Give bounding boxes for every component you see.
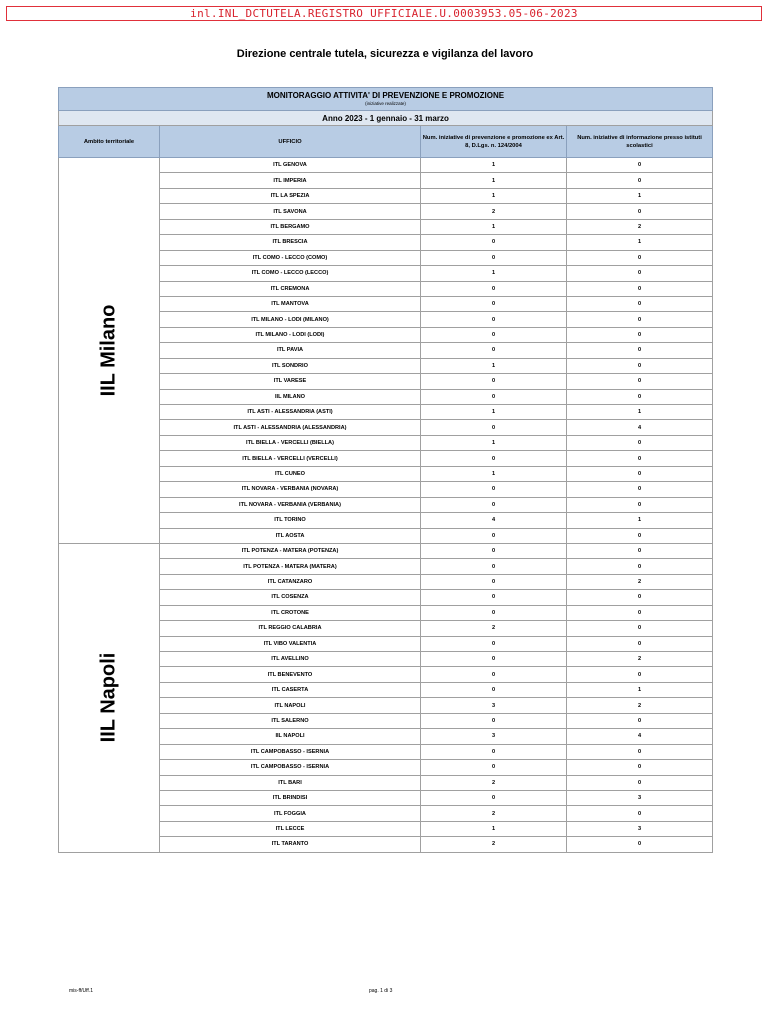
office-cell: ITL LECCE bbox=[160, 821, 421, 836]
prevenzione-count-cell: 0 bbox=[421, 482, 567, 497]
office-cell: ITL BIELLA - VERCELLI (VERCELLI) bbox=[160, 451, 421, 466]
office-cell: ITL SALERNO bbox=[160, 713, 421, 728]
prevenzione-count-cell: 2 bbox=[421, 775, 567, 790]
prevenzione-count-cell: 0 bbox=[421, 296, 567, 311]
scuole-count-cell: 2 bbox=[567, 652, 713, 667]
header-ambito: Ambito territoriale bbox=[59, 126, 160, 158]
scuole-count-cell: 0 bbox=[567, 528, 713, 543]
office-cell: ITL NOVARA - VERBANIA (VERBANIA) bbox=[160, 497, 421, 512]
scuole-count-cell: 0 bbox=[567, 806, 713, 821]
office-cell: ITL NOVARA - VERBANIA (NOVARA) bbox=[160, 482, 421, 497]
prevenzione-count-cell: 1 bbox=[421, 266, 567, 281]
prevenzione-count-cell: 0 bbox=[421, 281, 567, 296]
scuole-count-cell: 0 bbox=[567, 435, 713, 450]
prevenzione-count-cell: 0 bbox=[421, 543, 567, 558]
prevenzione-count-cell: 1 bbox=[421, 435, 567, 450]
prevenzione-count-cell: 0 bbox=[421, 682, 567, 697]
prevenzione-count-cell: 1 bbox=[421, 466, 567, 481]
scuole-count-cell: 0 bbox=[567, 451, 713, 466]
office-cell: ITL BIELLA - VERCELLI (BIELLA) bbox=[160, 435, 421, 450]
scuole-count-cell: 0 bbox=[567, 713, 713, 728]
page-heading: Direzione centrale tutela, sicurezza e vigilanza del lavoro bbox=[236, 48, 534, 60]
office-cell: ITL BARI bbox=[160, 775, 421, 790]
office-cell: ITL POTENZA - MATERA (POTENZA) bbox=[160, 543, 421, 558]
office-cell: ITL MANTOVA bbox=[160, 296, 421, 311]
prevenzione-count-cell: 1 bbox=[421, 405, 567, 420]
office-cell: ITL VIBO VALENTIA bbox=[160, 636, 421, 651]
scuole-count-cell: 0 bbox=[567, 775, 713, 790]
prevenzione-count-cell: 3 bbox=[421, 729, 567, 744]
scuole-count-cell: 2 bbox=[567, 219, 713, 234]
footer-code: mis-ff/Uff.1 bbox=[69, 988, 93, 994]
office-cell: ITL MILANO - LODI (MILANO) bbox=[160, 312, 421, 327]
prevenzione-count-cell: 0 bbox=[421, 559, 567, 574]
scuole-count-cell: 0 bbox=[567, 250, 713, 265]
office-cell: ITL COMO - LECCO (COMO) bbox=[160, 250, 421, 265]
region-cell bbox=[59, 158, 160, 544]
prevenzione-count-cell: 0 bbox=[421, 590, 567, 605]
scuole-count-cell: 0 bbox=[567, 636, 713, 651]
prevenzione-count-cell: 1 bbox=[421, 158, 567, 173]
table-title-row bbox=[59, 88, 713, 111]
scuole-count-cell: 0 bbox=[567, 559, 713, 574]
scuole-count-cell: 3 bbox=[567, 821, 713, 836]
region-cell bbox=[59, 543, 160, 852]
prevenzione-count-cell: 0 bbox=[421, 312, 567, 327]
office-cell: ITL REGGIO CALABRIA bbox=[160, 621, 421, 636]
office-cell: ITL CROTONE bbox=[160, 605, 421, 620]
office-cell: ITL BRINDISI bbox=[160, 790, 421, 805]
office-cell: ITL MILANO - LODI (LODI) bbox=[160, 327, 421, 342]
scuole-count-cell: 0 bbox=[567, 605, 713, 620]
office-cell: ITL VARESE bbox=[160, 374, 421, 389]
scuole-count-cell: 0 bbox=[567, 204, 713, 219]
office-cell: ITL FOGGIA bbox=[160, 806, 421, 821]
prevenzione-count-cell: 0 bbox=[421, 574, 567, 589]
scuole-count-cell: 0 bbox=[567, 343, 713, 358]
scuole-count-cell: 0 bbox=[567, 296, 713, 311]
header-row bbox=[59, 126, 713, 158]
office-cell: ITL TARANTO bbox=[160, 837, 421, 852]
prevenzione-count-cell: 4 bbox=[421, 513, 567, 528]
office-cell: ITL NAPOLI bbox=[160, 698, 421, 713]
region-label: IIL Napoli bbox=[97, 652, 120, 743]
prevenzione-count-cell: 0 bbox=[421, 744, 567, 759]
office-cell: ITL COSENZA bbox=[160, 590, 421, 605]
scuole-count-cell: 0 bbox=[567, 374, 713, 389]
scuole-count-cell: 2 bbox=[567, 698, 713, 713]
prevenzione-count-cell: 0 bbox=[421, 235, 567, 250]
scuole-count-cell: 0 bbox=[567, 389, 713, 404]
office-cell: ITL CATANZARO bbox=[160, 574, 421, 589]
prevenzione-count-cell: 0 bbox=[421, 343, 567, 358]
scuole-count-cell: 0 bbox=[567, 158, 713, 173]
scuole-count-cell: 0 bbox=[567, 837, 713, 852]
prevenzione-count-cell: 0 bbox=[421, 713, 567, 728]
scuole-count-cell: 0 bbox=[567, 744, 713, 759]
prevenzione-count-cell: 3 bbox=[421, 698, 567, 713]
office-cell: ITL GENOVA bbox=[160, 158, 421, 173]
office-cell: ITL BENEVENTO bbox=[160, 667, 421, 682]
office-cell: ITL CASERTA bbox=[160, 682, 421, 697]
office-cell: IIL NAPOLI bbox=[160, 729, 421, 744]
office-cell: ITL SONDRIO bbox=[160, 358, 421, 373]
header-prevenzione: Num. iniziative di prevenzione e promozione ex Art. 8, D.Lgs. n. 124/2004 bbox=[421, 126, 567, 158]
prevenzione-count-cell: 0 bbox=[421, 420, 567, 435]
prevenzione-count-cell: 1 bbox=[421, 219, 567, 234]
prevenzione-count-cell: 0 bbox=[421, 760, 567, 775]
scuole-count-cell: 0 bbox=[567, 266, 713, 281]
period-label: Anno 2023 - 1 gennaio - 31 marzo bbox=[59, 111, 713, 126]
scuole-count-cell: 4 bbox=[567, 420, 713, 435]
scuole-count-cell: 0 bbox=[567, 327, 713, 342]
table-title: MONITORAGGIO ATTIVITA' DI PREVENZIONE E PROMOZIONE bbox=[266, 91, 505, 100]
scuole-count-cell: 0 bbox=[567, 543, 713, 558]
header-ufficio: UFFICIO bbox=[160, 126, 421, 158]
scuole-count-cell: 3 bbox=[567, 790, 713, 805]
scuole-count-cell: 0 bbox=[567, 621, 713, 636]
scuole-count-cell: 1 bbox=[567, 513, 713, 528]
scuole-count-cell: 0 bbox=[567, 497, 713, 512]
prevenzione-count-cell: 0 bbox=[421, 497, 567, 512]
prevenzione-count-cell: 2 bbox=[421, 204, 567, 219]
office-cell: IIL MILANO bbox=[160, 389, 421, 404]
prevenzione-count-cell: 0 bbox=[421, 374, 567, 389]
scuole-count-cell: 1 bbox=[567, 188, 713, 203]
region-label: IIL Milano bbox=[97, 304, 120, 397]
scuole-count-cell: 0 bbox=[567, 466, 713, 481]
office-cell: ITL ASTI - ALESSANDRIA (ASTI) bbox=[160, 405, 421, 420]
scuole-count-cell: 2 bbox=[567, 574, 713, 589]
scuole-count-cell: 1 bbox=[567, 405, 713, 420]
prevenzione-count-cell: 0 bbox=[421, 667, 567, 682]
scuole-count-cell: 1 bbox=[567, 682, 713, 697]
prevenzione-count-cell: 1 bbox=[421, 173, 567, 188]
office-cell: ITL BERGAMO bbox=[160, 219, 421, 234]
office-cell: ITL SAVONA bbox=[160, 204, 421, 219]
scuole-count-cell: 1 bbox=[567, 235, 713, 250]
prevenzione-count-cell: 0 bbox=[421, 327, 567, 342]
scuole-count-cell: 0 bbox=[567, 358, 713, 373]
monitoring-table bbox=[58, 87, 713, 853]
prevenzione-count-cell: 0 bbox=[421, 605, 567, 620]
table-subtitle: (iniziative realizzate) bbox=[365, 101, 406, 106]
scuole-count-cell: 4 bbox=[567, 729, 713, 744]
prevenzione-count-cell: 0 bbox=[421, 451, 567, 466]
office-cell: ITL CAMPOBASSO - ISERNIA bbox=[160, 744, 421, 759]
prevenzione-count-cell: 1 bbox=[421, 188, 567, 203]
prevenzione-count-cell: 0 bbox=[421, 250, 567, 265]
prevenzione-count-cell: 0 bbox=[421, 652, 567, 667]
scuole-count-cell: 0 bbox=[567, 281, 713, 296]
prevenzione-count-cell: 1 bbox=[421, 821, 567, 836]
prevenzione-count-cell: 0 bbox=[421, 636, 567, 651]
scuole-count-cell: 0 bbox=[567, 312, 713, 327]
office-cell: ITL LA SPEZIA bbox=[160, 188, 421, 203]
office-cell: ITL CAMPOBASSO - ISERNIA bbox=[160, 760, 421, 775]
scuole-count-cell: 0 bbox=[567, 482, 713, 497]
office-cell: ITL CREMONA bbox=[160, 281, 421, 296]
table-row bbox=[59, 543, 713, 558]
office-cell: ITL IMPERIA bbox=[160, 173, 421, 188]
office-cell: ITL COMO - LECCO (LECCO) bbox=[160, 266, 421, 281]
scuole-count-cell: 0 bbox=[567, 667, 713, 682]
prevenzione-count-cell: 0 bbox=[421, 528, 567, 543]
office-cell: ITL POTENZA - MATERA (MATERA) bbox=[160, 559, 421, 574]
office-cell: ITL CUNEO bbox=[160, 466, 421, 481]
header-scuole: Num. iniziative di informazione presso istituti scolastici bbox=[567, 126, 713, 158]
prevenzione-count-cell: 0 bbox=[421, 389, 567, 404]
table-row bbox=[59, 158, 713, 173]
prevenzione-count-cell: 2 bbox=[421, 837, 567, 852]
prevenzione-count-cell: 0 bbox=[421, 790, 567, 805]
scuole-count-cell: 0 bbox=[567, 760, 713, 775]
prevenzione-count-cell: 2 bbox=[421, 621, 567, 636]
office-cell: ITL BRESCIA bbox=[160, 235, 421, 250]
office-cell: ITL ASTI - ALESSANDRIA (ALESSANDRIA) bbox=[160, 420, 421, 435]
prevenzione-count-cell: 2 bbox=[421, 806, 567, 821]
scuole-count-cell: 0 bbox=[567, 173, 713, 188]
period-row bbox=[59, 111, 713, 126]
office-cell: ITL AVELLINO bbox=[160, 652, 421, 667]
office-cell: ITL AOSTA bbox=[160, 528, 421, 543]
office-cell: ITL TORINO bbox=[160, 513, 421, 528]
footer-page-number: pag. 1 di 3 bbox=[369, 988, 393, 994]
prevenzione-count-cell: 1 bbox=[421, 358, 567, 373]
scuole-count-cell: 0 bbox=[567, 590, 713, 605]
protocol-stamp: inl.INL_DCTUTELA.REGISTRO UFFICIALE.U.0003953.05-06-2023 bbox=[6, 6, 762, 21]
office-cell: ITL PAVIA bbox=[160, 343, 421, 358]
